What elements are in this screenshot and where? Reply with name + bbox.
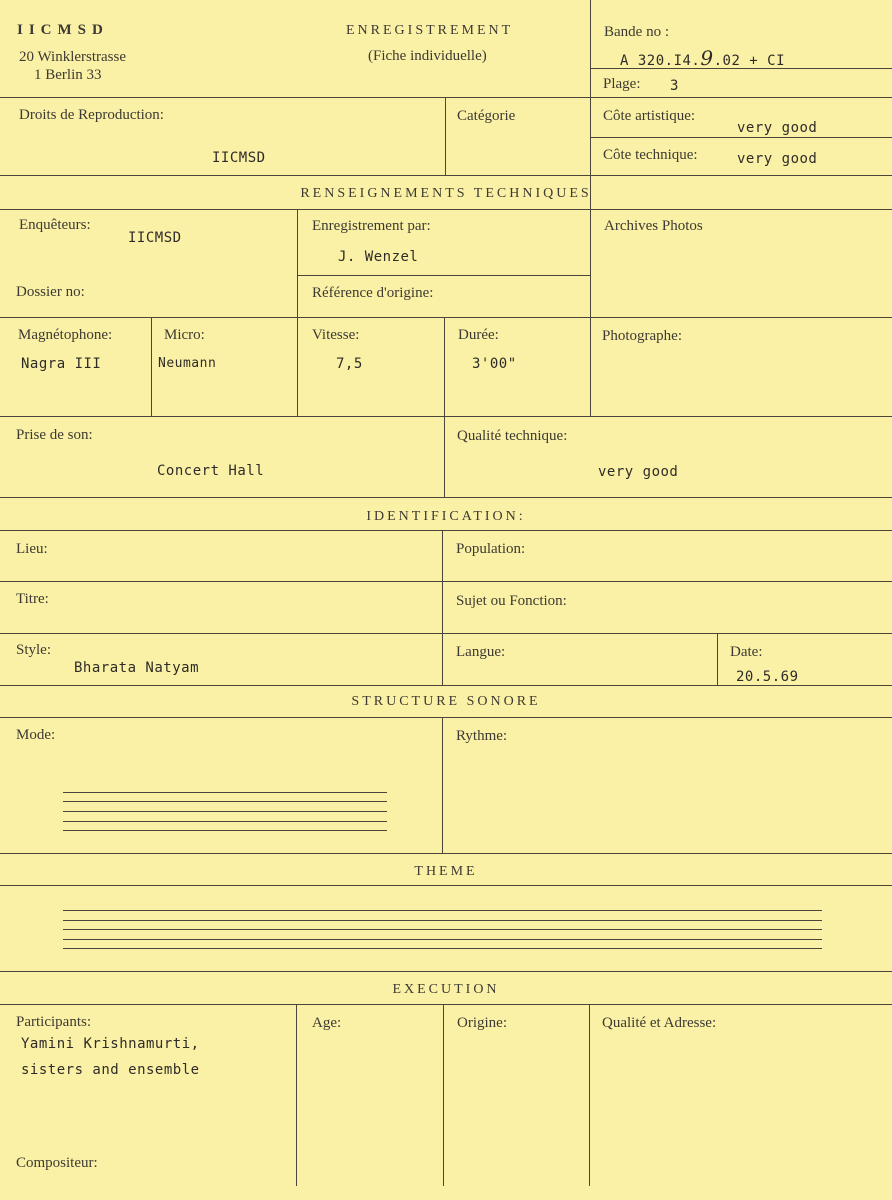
reference-label: Référence d'origine: xyxy=(312,285,434,301)
droits-label: Droits de Reproduction: xyxy=(19,107,164,123)
dossier-label: Dossier no: xyxy=(16,284,85,300)
categorie-label: Catégorie xyxy=(457,108,516,124)
rule xyxy=(590,0,591,210)
rule xyxy=(0,581,892,582)
magnetophone-value: Nagra III xyxy=(21,356,102,372)
rule xyxy=(442,530,443,686)
rule xyxy=(0,717,892,718)
mode-label: Mode: xyxy=(16,727,56,743)
plage-value: 3 xyxy=(670,78,679,94)
bande-handwritten-digit: 9 xyxy=(700,46,714,70)
writing-line xyxy=(63,801,387,802)
writing-line xyxy=(63,920,822,921)
writing-line xyxy=(63,821,387,822)
cote-technique-label: Côte technique: xyxy=(603,147,698,163)
duree-value: 3'00" xyxy=(472,356,517,372)
bande-prefix: A 320.I4. xyxy=(620,53,701,69)
enregistrement-par-label: Enregistrement par: xyxy=(312,218,431,234)
langue-label: Langue: xyxy=(456,644,506,660)
rule xyxy=(0,971,892,972)
cote-technique-value: very good xyxy=(737,151,818,167)
date-value: 20.5.69 xyxy=(736,669,799,685)
qualite-adresse-label: Qualité et Adresse: xyxy=(602,1015,717,1031)
vitesse-value: 7,5 xyxy=(336,356,363,372)
form-title: ENREGISTREMENT xyxy=(346,23,514,38)
writing-line xyxy=(63,948,822,949)
writing-line xyxy=(63,811,387,812)
rule xyxy=(444,317,445,498)
date-label: Date: xyxy=(730,644,763,660)
rule xyxy=(0,497,892,498)
rule xyxy=(443,1004,444,1186)
section-technique: RENSEIGNEMENTS TECHNIQUES xyxy=(300,186,592,201)
prise-de-son-value: Concert Hall xyxy=(157,463,265,479)
rule xyxy=(297,275,590,276)
rule xyxy=(151,317,152,417)
bande-suffix: .02 + CI xyxy=(713,53,786,69)
rule xyxy=(589,1004,590,1186)
duree-label: Durée: xyxy=(458,327,499,343)
address-line-1: 20 Winklerstrasse xyxy=(19,49,127,65)
section-theme: THEME xyxy=(414,864,478,879)
section-execution: EXECUTION xyxy=(392,982,500,997)
rule xyxy=(0,209,892,210)
rule xyxy=(0,530,892,531)
droits-value: IICMSD xyxy=(212,150,266,166)
rule xyxy=(0,317,892,318)
origine-label: Origine: xyxy=(457,1015,507,1031)
rule xyxy=(297,209,298,417)
writing-line xyxy=(63,910,822,911)
rule xyxy=(0,416,892,417)
prise-de-son-label: Prise de son: xyxy=(16,427,93,443)
archives-photos-label: Archives Photos xyxy=(604,218,703,234)
writing-line xyxy=(63,929,822,930)
rule xyxy=(0,1004,892,1005)
rule xyxy=(590,209,591,417)
qualite-technique-value: very good xyxy=(598,464,679,480)
rule xyxy=(0,853,892,854)
micro-label: Micro: xyxy=(164,327,205,343)
enqueteurs-label: Enquêteurs: xyxy=(19,217,91,233)
bande-value xyxy=(620,46,786,70)
rule xyxy=(445,97,446,176)
bande-label: Bande no : xyxy=(604,24,669,40)
titre-label: Titre: xyxy=(16,591,49,607)
compositeur-label: Compositeur: xyxy=(16,1155,98,1171)
writing-line xyxy=(63,939,822,940)
rule xyxy=(0,885,892,886)
writing-line xyxy=(63,830,387,831)
enqueteurs-value: IICMSD xyxy=(128,230,182,246)
cote-artistique-label: Côte artistique: xyxy=(603,108,696,124)
rule xyxy=(717,633,718,686)
plage-label: Plage: xyxy=(603,76,641,92)
rule xyxy=(0,97,892,98)
section-identification: IDENTIFICATION: xyxy=(366,509,526,524)
micro-value: Neumann xyxy=(158,356,217,371)
cote-artistique-value: very good xyxy=(737,120,818,136)
writing-line xyxy=(63,792,387,793)
rule xyxy=(442,717,443,854)
enregistrement-par-value: J. Wenzel xyxy=(338,249,419,265)
style-value: Bharata Natyam xyxy=(74,660,200,676)
section-structure: STRUCTURE SONORE xyxy=(351,694,541,709)
form-subtitle: (Fiche individuelle) xyxy=(368,48,487,64)
participants-label: Participants: xyxy=(16,1014,91,1030)
style-label: Style: xyxy=(16,642,52,658)
address-line-2: 1 Berlin 33 xyxy=(34,67,102,83)
rule xyxy=(296,1004,297,1186)
qualite-technique-label: Qualité technique: xyxy=(457,428,568,444)
participants-line-2: sisters and ensemble xyxy=(21,1062,200,1078)
age-label: Age: xyxy=(312,1015,342,1031)
vitesse-label: Vitesse: xyxy=(312,327,360,343)
participants-line-1: Yamini Krishnamurti, xyxy=(21,1036,200,1052)
lieu-label: Lieu: xyxy=(16,541,48,557)
rule xyxy=(590,137,892,138)
logo: IICMSD xyxy=(17,22,109,38)
sujet-label: Sujet ou Fonction: xyxy=(456,593,567,609)
rule xyxy=(0,175,892,176)
rythme-label: Rythme: xyxy=(456,728,508,744)
rule xyxy=(0,633,892,634)
magnetophone-label: Magnétophone: xyxy=(18,327,113,343)
population-label: Population: xyxy=(456,541,526,557)
photographe-label: Photographe: xyxy=(602,328,682,344)
